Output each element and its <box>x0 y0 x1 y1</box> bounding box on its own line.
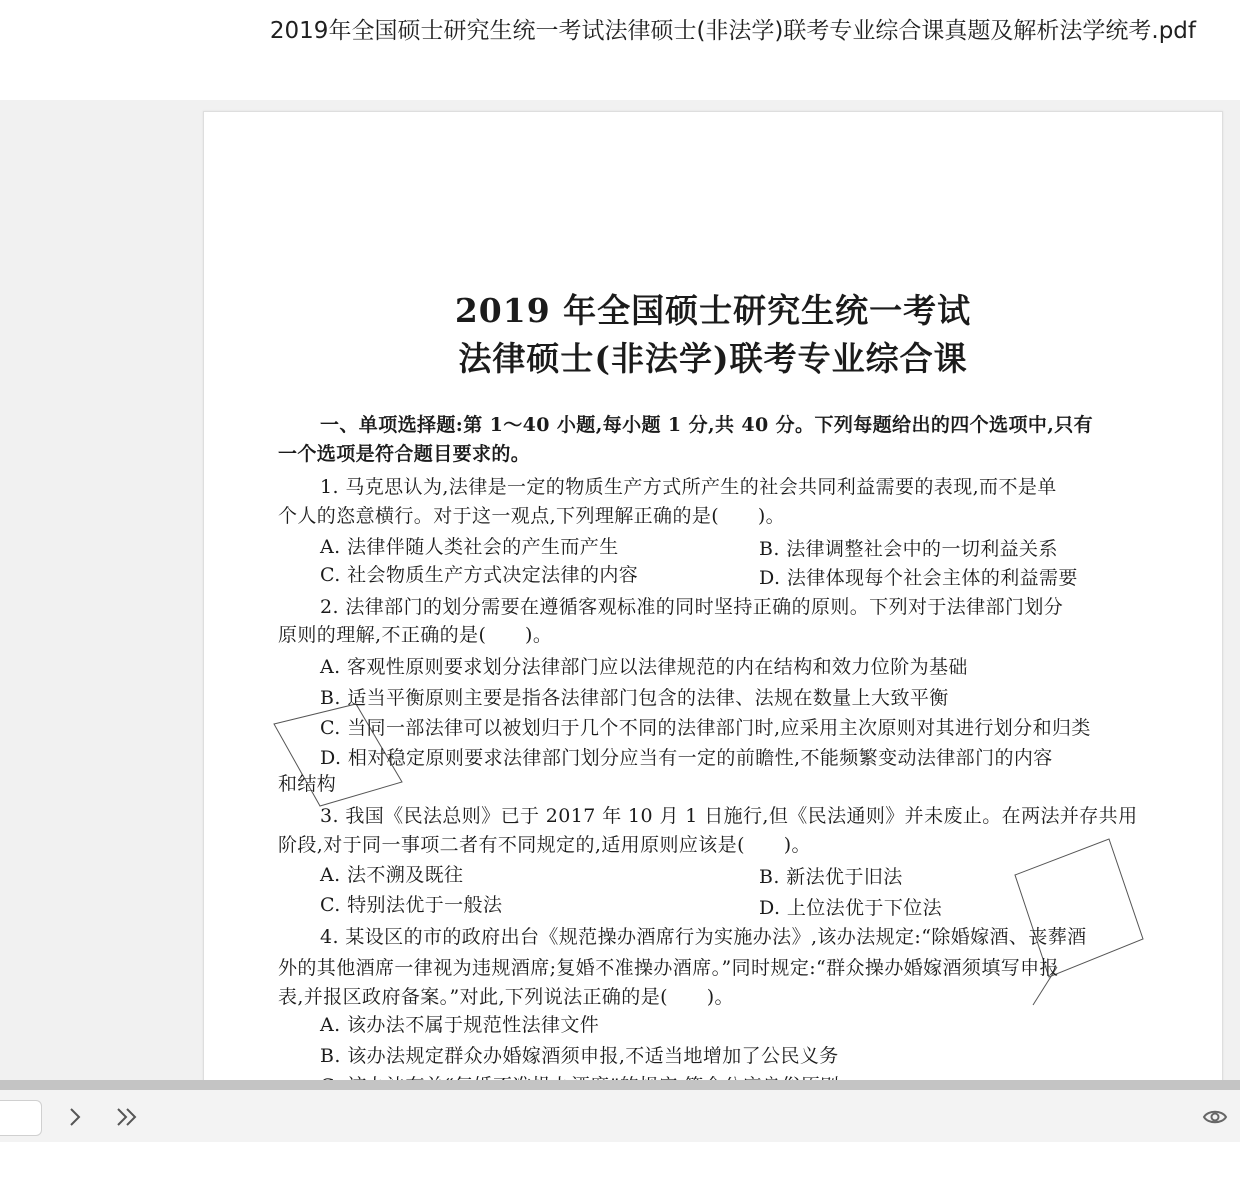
question-1-option-b: B. 法律调整社会中的一切利益关系 <box>759 538 1058 560</box>
document-viewer[interactable] <box>0 100 1240 1080</box>
eye-icon <box>1202 1107 1228 1127</box>
question-1-option-a: A. 法律伴随人类社会的产生而产生 <box>320 536 619 558</box>
title-bar <box>0 0 1240 100</box>
question-1-text: 1. 马克思认为,法律是一定的物质生产方式所产生的社会共同利益需要的表现,而不是单 <box>320 476 1057 498</box>
question-4-option-b: B. 该办法规定群众办婚嫁酒须申报,不适当地增加了公民义务 <box>320 1045 839 1067</box>
bottom-blank <box>0 1142 1240 1180</box>
question-4-text: 4. 某设区的市的政府出台《规范操办酒席行为实施办法》,该办法规定:“除婚嫁酒、丧葬酒 <box>320 926 1087 948</box>
question-2-option-b: B. 适当平衡原则主要是指各法律部门包含的法律、法规在数量上大致平衡 <box>320 687 949 709</box>
question-3-option-d: D. 上位法优于下位法 <box>759 897 943 919</box>
question-2-option-d-cont: 和结构 <box>278 773 337 795</box>
section-heading: 一、单项选择题:第 1～40 小题,每小题 1 分,共 40 分。下列每题给出的四个选项中,只有 <box>320 414 1094 436</box>
doc-title-line2: 法律硕士(非法学)联考专业综合课 <box>458 339 968 378</box>
question-3-text-cont: 阶段,对于同一事项二者有不同规定的,适用原则应该是( )。 <box>278 834 811 856</box>
section-heading-cont: 一个选项是符合题目要求的。 <box>278 443 531 465</box>
double-chevron-right-icon <box>114 1106 140 1128</box>
question-3-option-c: C. 特别法优于一般法 <box>320 894 503 916</box>
question-2-option-c: C. 当同一部法律可以被划归于几个不同的法律部门时,应采用主次原则对其进行划分和归类 <box>320 717 1091 739</box>
view-mode-button[interactable] <box>1198 1100 1232 1134</box>
chevron-right-icon <box>66 1106 84 1128</box>
question-1-option-d: D. 法律体现每个社会主体的利益需要 <box>759 567 1078 589</box>
question-3-text: 3. 我国《民法总则》已于 2017 年 10 月 1 日施行,但《民法通则》并未废止。在两法并存共用 <box>320 805 1138 827</box>
file-title: 2019年全国硕士研究生统一考试法律硕士(非法学)联考专业综合课真题及解析法学统考.pdf <box>269 18 1196 44</box>
question-1-option-c: C. 社会物质生产方式决定法律的内容 <box>320 564 639 586</box>
question-4-text-cont1: 外的其他酒席一律视为违规酒席;复婚不准操办酒席。”同时规定:“群众操办婚嫁酒须填写申报 <box>278 957 1059 979</box>
bottom-toolbar <box>0 1090 1240 1142</box>
question-2-option-a: A. 客观性原则要求划分法律部门应以法律规范的内在结构和效力位阶为基础 <box>320 656 968 678</box>
pdf-page <box>203 111 1223 1113</box>
last-page-button[interactable] <box>110 1100 144 1134</box>
next-page-button[interactable] <box>58 1100 92 1134</box>
question-4-option-a: A. 该办法不属于规范性法律文件 <box>320 1014 600 1036</box>
question-2-text: 2. 法律部门的划分需要在遵循客观标准的同时坚持正确的原则。下列对于法律部门划分 <box>320 596 1064 618</box>
page-number-input[interactable] <box>0 1100 42 1136</box>
question-2-text-cont: 原则的理解,不正确的是( )。 <box>278 624 553 646</box>
question-3-option-b: B. 新法优于旧法 <box>759 866 903 888</box>
question-3-option-a: A. 法不溯及既往 <box>320 864 464 886</box>
horizontal-scrollbar[interactable] <box>0 1080 1240 1090</box>
question-1-text-cont: 个人的恣意横行。对于这一观点,下列理解正确的是( )。 <box>278 505 786 527</box>
question-2-option-d: D. 相对稳定原则要求法律部门划分应当有一定的前瞻性,不能频繁变动法律部门的内容 <box>320 747 1053 769</box>
question-4-text-cont2: 表,并报区政府备案。”对此,下列说法正确的是( )。 <box>278 986 734 1008</box>
doc-title-line1: 2019 年全国硕士研究生统一考试 <box>454 291 972 330</box>
